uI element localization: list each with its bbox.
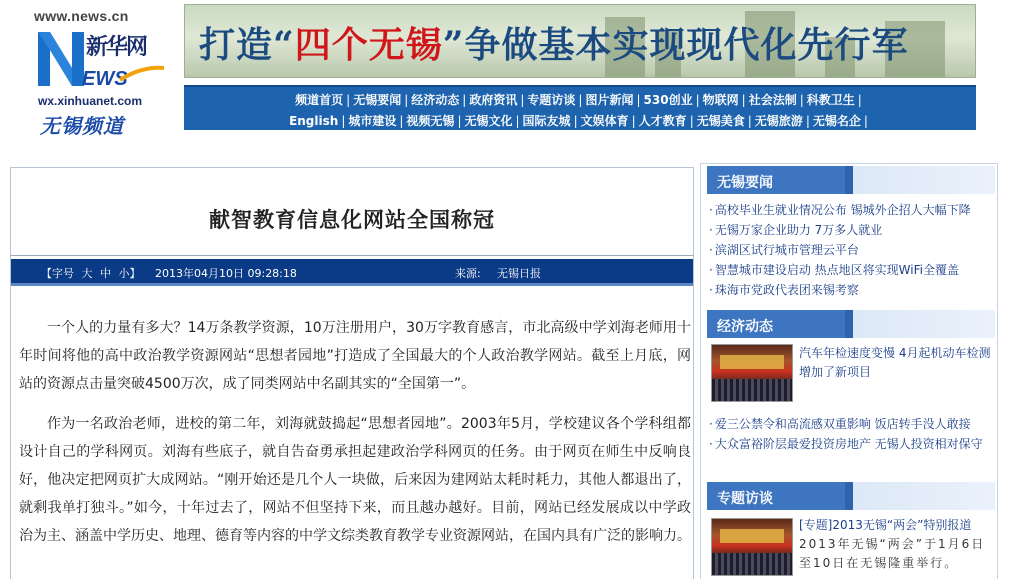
nav-item-row1-5[interactable]: 图片新闻	[585, 93, 634, 107]
article-info-bar	[11, 259, 693, 286]
nav-separator: |	[457, 114, 462, 128]
interview-text	[799, 516, 991, 573]
article-datetime: 2013年04月10日 09:28:18	[155, 267, 297, 280]
nav-item-row2-0[interactable]: English	[289, 114, 339, 128]
nav-separator: |	[747, 114, 752, 128]
nav-item-row1-7[interactable]: 物联网	[702, 93, 739, 107]
list-item[interactable]: · 高校毕业生就业情况公布 锡城外企招人大幅下降	[709, 203, 971, 217]
list-item[interactable]: · 珠海市党政代表团来锡考察	[709, 283, 859, 297]
nav-separator: |	[863, 114, 868, 128]
nav-separator: |	[520, 93, 525, 107]
interview-desc: 2013年无锡“两会”于1月6日至10日在无锡隆重举行。	[799, 537, 986, 570]
economy-photo-caption[interactable]: 汽车年检速度变慢 4月起机动车检测增加了新项目	[799, 346, 991, 379]
list-item[interactable]: · 滨湖区试行城市管理云平台	[709, 243, 859, 257]
channel-nav	[184, 85, 976, 130]
nav-item-row1-1[interactable]: 无锡要闻	[353, 93, 402, 107]
section-header-economy[interactable]: 经济动态	[707, 310, 995, 338]
nav-separator: |	[346, 93, 351, 107]
logo-url-top: www.news.cn	[34, 8, 129, 24]
list-item[interactable]: · 爱三公禁令和高流感双重影响 饭店转手没人敢接	[709, 417, 971, 431]
nav-item-row1-3[interactable]: 政府资讯	[469, 93, 518, 107]
nav-separator: |	[399, 114, 404, 128]
nav-item-row1-9[interactable]: 科教卫生	[806, 93, 855, 107]
nav-separator: |	[689, 114, 694, 128]
nav-item-row2-5[interactable]: 文娱体育	[580, 114, 629, 128]
nav-separator: |	[462, 93, 467, 107]
nav-item-row2-7[interactable]: 无锡美食	[696, 114, 745, 128]
nav-item-row2-3[interactable]: 无锡文化	[464, 114, 513, 128]
article-source-label: 来源:	[455, 267, 481, 280]
nav-separator: |	[695, 93, 700, 107]
nav-separator: |	[578, 93, 583, 107]
list-item[interactable]: · 无锡万家企业助力 7万多人就业	[709, 223, 883, 237]
nav-separator: |	[573, 114, 578, 128]
nav-separator: |	[631, 114, 636, 128]
logo-brand-cn: 新华网	[86, 35, 147, 60]
list-item[interactable]: · 大众富裕阶层最爱投资房地产 无锡人投资相对保守	[709, 437, 983, 451]
nav-separator: |	[636, 93, 641, 107]
nav-item-row2-1[interactable]: 城市建设	[348, 114, 397, 128]
logo-brand-en: EWS	[82, 68, 128, 90]
nav-item-row2-4[interactable]: 国际友城	[522, 114, 571, 128]
article-paragraph: 作为一名政治老师，进校的第二年，刘海就鼓捣起“思想者园地”。2003年5月，学校建议各个学科组都设计自己的学科网页。刘海有些底子，就自告奋勇承担起建政治学科网页的任务。由于网页在师生中反响良好，他决定把网页扩大成网站。“刚开始还是几个人一块做，后来因为建网站太耗时耗力，其他人都退出了，就剩我单打独斗。”如今，十年过去了，网站不但坚持下来，而且越办越好。目前，网站已经发展成以中学政治为主、涵盖中学历史、地理、德育等内容的中学文综类教育教学专业资源网站，在国内具有广泛的影响力。	[19, 416, 691, 544]
nav-separator: |	[805, 114, 810, 128]
nav-item-row2-6[interactable]: 人才教育	[638, 114, 687, 128]
nav-row-1	[184, 91, 976, 108]
banner-slogan: 打造“四个无锡”争做基本实现现代化先行军	[199, 24, 909, 66]
font-size-medium-link[interactable]: 中	[100, 267, 111, 280]
nav-item-row2-2[interactable]: 视频无锡	[406, 114, 455, 128]
nav-separator: |	[857, 93, 862, 107]
nav-separator: |	[341, 114, 346, 128]
article-paragraph: 一个人的力量有多大？14万条教学资源，10万注册用户，30万字教育感言，市北高级中学刘海老师用十年时间将他的高中政治教学资源网站“思想者园地”打造成了全国最大的个人政治教学网站。截至上月底，网站的资源点击量突破4500万次，成了同类网站中名副其实的“全国第一”。	[19, 320, 691, 392]
article-panel	[10, 167, 694, 579]
title-divider	[11, 255, 693, 256]
header-banner[interactable]	[184, 4, 976, 78]
right-sidebar	[700, 163, 998, 579]
nav-separator: |	[515, 114, 520, 128]
banner-slogan-highlight: 四个无锡	[294, 24, 443, 66]
nav-row-2	[184, 112, 976, 129]
nav-item-row2-8[interactable]: 无锡旅游	[754, 114, 803, 128]
nav-item-row2-9[interactable]: 无锡名企	[812, 114, 861, 128]
logo-url-bottom: wx.xinhuanet.com	[38, 94, 143, 108]
swoosh-icon	[118, 62, 166, 84]
font-size-large-link[interactable]: 大	[81, 267, 93, 280]
wuxi-news-list	[709, 200, 993, 300]
economy-photo[interactable]	[711, 344, 793, 402]
logo-channel-name: 无锡频道	[40, 114, 124, 138]
economy-news-list	[709, 414, 993, 454]
font-size-label: 【字号	[41, 267, 74, 280]
article-title: 献智教育信息化网站全国称冠	[209, 207, 495, 232]
nav-separator: |	[741, 93, 746, 107]
font-size-small-link[interactable]: 小】	[118, 267, 141, 280]
section-header-interviews[interactable]: 专题访谈	[707, 482, 995, 510]
nav-separator: |	[799, 93, 804, 107]
article-body	[19, 314, 691, 562]
nav-item-row1-2[interactable]: 经济动态	[411, 93, 460, 107]
section-header-wuxi-news[interactable]: 无锡要闻	[707, 166, 995, 194]
nav-item-row1-0[interactable]: 频道首页	[295, 93, 344, 107]
site-logo[interactable]	[30, 6, 170, 138]
list-item[interactable]: · 智慧城市建设启动 热点地区将实现WiFi全覆盖	[709, 263, 959, 277]
nav-separator: |	[404, 93, 409, 107]
interview-link[interactable]: [专题]2013无锡“两会”特别报道	[799, 518, 972, 532]
nav-item-row1-4[interactable]: 专题访谈	[527, 93, 576, 107]
font-size-switcher	[41, 265, 145, 281]
article-source: 无锡日报	[497, 267, 541, 280]
nav-item-row1-8[interactable]: 社会法制	[748, 93, 797, 107]
nav-item-row1-6[interactable]: 530创业	[643, 93, 693, 107]
interview-photo[interactable]	[711, 518, 793, 576]
